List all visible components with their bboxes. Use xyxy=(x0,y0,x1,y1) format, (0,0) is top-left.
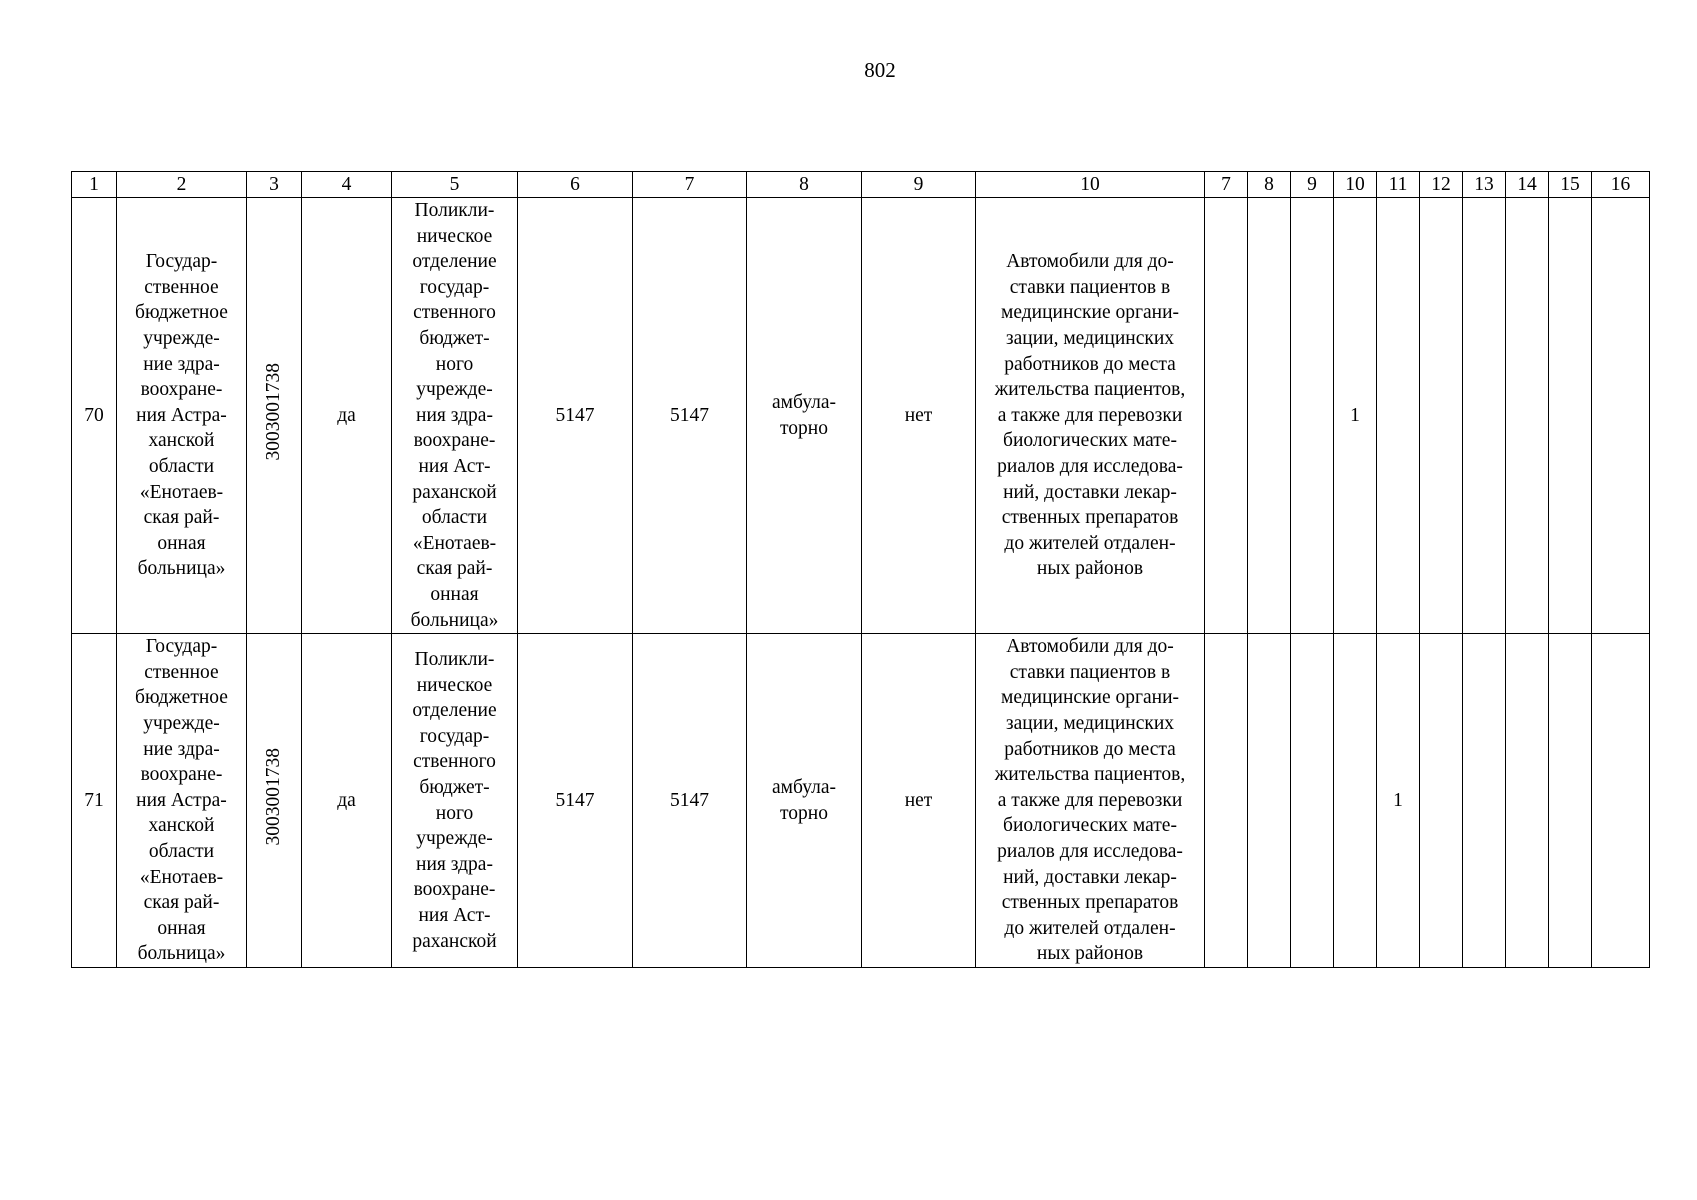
data-table xyxy=(71,171,1650,968)
count-cell: 1 xyxy=(1334,198,1377,634)
column-number: 8 xyxy=(747,172,862,198)
column-number: 7 xyxy=(1205,172,1248,198)
column-number: 1 xyxy=(72,172,117,198)
row-number: 71 xyxy=(72,634,117,968)
count-cell xyxy=(1420,198,1463,634)
count-cell xyxy=(1334,634,1377,968)
column-number: 9 xyxy=(862,172,976,198)
count-cell xyxy=(1549,198,1592,634)
count-cell xyxy=(1549,634,1592,968)
column-number: 2 xyxy=(117,172,247,198)
header-row xyxy=(72,172,1650,198)
count-cell xyxy=(1592,634,1650,968)
count-cell: 1 xyxy=(1377,634,1420,968)
column-number: 11 xyxy=(1377,172,1420,198)
inn-value: 3003001738 xyxy=(263,748,285,846)
table-row xyxy=(72,634,1650,968)
count-cell xyxy=(1463,198,1506,634)
count-cell xyxy=(1205,634,1248,968)
division-name: Поликли- ническое отделение государ- ственного бюджет- ного учрежде- ния здра- воохране- ния Аст- раханской xyxy=(392,634,518,968)
inn-value: 3003001738 xyxy=(263,363,285,461)
table-row xyxy=(72,198,1650,634)
count-cell xyxy=(1506,198,1549,634)
count-cell xyxy=(1506,634,1549,968)
page-number: 802 xyxy=(864,58,896,82)
column-number: 9 xyxy=(1291,172,1334,198)
column-number: 10 xyxy=(1334,172,1377,198)
vehicle-purpose: Автомобили для до- ставки пациентов в медицинские органи- зации, медицинских работников до места жительства пациентов, а также для перевозки биологических мате- риалов для исследова- ний, доставки лекар- ственных препаратов до жителей отдален- ных районов xyxy=(976,198,1205,634)
inn-cell xyxy=(247,634,302,968)
column-number: 3 xyxy=(247,172,302,198)
column-number: 7 xyxy=(633,172,747,198)
column-number: 14 xyxy=(1506,172,1549,198)
count-cell xyxy=(1205,198,1248,634)
answer-cell: нет xyxy=(862,634,976,968)
count-cell xyxy=(1420,634,1463,968)
code-cell: 5147 xyxy=(633,198,747,634)
column-number: 6 xyxy=(518,172,633,198)
count-cell xyxy=(1592,198,1650,634)
flag-cell: да xyxy=(302,198,392,634)
division-name: Поликли- ническое отделение государ- ственного бюджет- ного учрежде- ния здра- воохране- ния Аст- раханской области «Енотаев- ская рай- онная больница» xyxy=(392,198,518,634)
care-mode: амбула- торно xyxy=(747,198,862,634)
row-number: 70 xyxy=(72,198,117,634)
count-cell xyxy=(1291,634,1334,968)
care-mode: амбула- торно xyxy=(747,634,862,968)
column-number: 12 xyxy=(1420,172,1463,198)
flag-cell: да xyxy=(302,634,392,968)
organization-name: Государ- ственное бюджетное учрежде- ние здра- воохране- ния Астра- ханской области «Енотаев- ская рай- онная больница» xyxy=(117,198,247,634)
column-number: 16 xyxy=(1592,172,1650,198)
column-number: 4 xyxy=(302,172,392,198)
column-number: 13 xyxy=(1463,172,1506,198)
inn-cell xyxy=(247,198,302,634)
count-cell xyxy=(1291,198,1334,634)
code-cell: 5147 xyxy=(633,634,747,968)
vehicle-purpose: Автомобили для до- ставки пациентов в медицинские органи- зации, медицинских работников до места жительства пациентов, а также для перевозки биологических мате- риалов для исследова- ний, доставки лекар- ственных препаратов до жителей отдален- ных районов xyxy=(976,634,1205,968)
column-number: 5 xyxy=(392,172,518,198)
organization-name: Государ- ственное бюджетное учрежде- ние здра- воохране- ния Астра- ханской области «Енотаев- ская рай- онная больница» xyxy=(117,634,247,968)
count-cell xyxy=(1248,634,1291,968)
answer-cell: нет xyxy=(862,198,976,634)
column-number: 15 xyxy=(1549,172,1592,198)
column-number: 10 xyxy=(976,172,1205,198)
code-cell: 5147 xyxy=(518,634,633,968)
column-number: 8 xyxy=(1248,172,1291,198)
count-cell xyxy=(1248,198,1291,634)
code-cell: 5147 xyxy=(518,198,633,634)
count-cell xyxy=(1463,634,1506,968)
count-cell xyxy=(1377,198,1420,634)
